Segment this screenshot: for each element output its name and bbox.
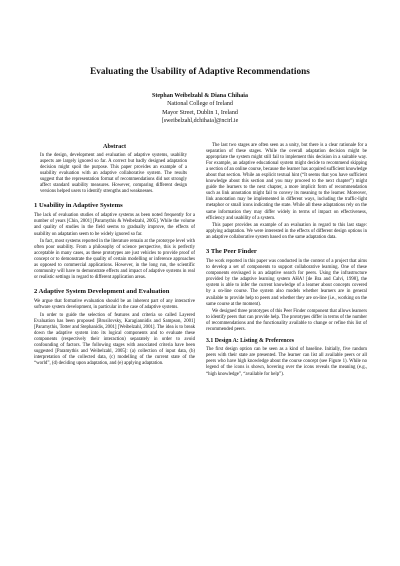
section-2-paragraph: In order to guide the selection of features and criteria so called Layered Evaluation has been proposed [Brusilovsky, Karagiannidis and Sampson, 2001] [Paramythis, Totter and Stephanidis, 2001] [Weibelzahl, 2001]. The idea is to break down the adaptive system into its logical components and to evaluate these components (respectively their interaction) separately in order to avoid confounding of factors. The following stages with associated criteria have been suggested [Paramythis and Weibelzahl, 2005]: (a) collection of input data, (b) interpretation of the collected data, (c) modelling of the current state of the “world”, (d) deciding upon adaptation, and (e) applying adaptation. bbox=[34, 312, 195, 367]
abstract-heading: Abstract bbox=[102, 143, 127, 150]
subsection-3-1-heading: 3.1 Design A: Listing & Preferences bbox=[206, 338, 295, 345]
section-3-heading: 3 The Peer Finder bbox=[206, 248, 257, 256]
paper-title: Evaluating the Usability of Adaptive Recommendations bbox=[90, 66, 310, 76]
section-1-heading: 1 Usability in Adaptive Systems bbox=[34, 202, 123, 210]
section-2-heading: 2 Adaptive System Development and Evaluation bbox=[34, 288, 170, 296]
affiliation: National College of Ireland bbox=[167, 101, 233, 108]
section-3-paragraph: The work reported in this paper was conducted in the context of a project that aims to develop a set of components to support collaborative learning. One of these components envisaged is an adaptive search for peers. Using the infrastructure provided by the adaptive learning system AHA! [de Bra and Calvi, 1998], the system is able to infer the current knowledge of a learner about concepts covered by a on-line course. The system also models whether learners are in general available to provide help to peers and whether they are on-line (i.e., working on the same course at the moment). bbox=[206, 259, 367, 307]
address: Mayor Street, Dublin 1, Ireland bbox=[162, 109, 238, 116]
section-1-paragraph: In fact, most systems reported in the literature remain at the prototype level with often poor usability. From a philosophy of science perspective, this is perfectly acceptable in many cases, as these prototypes are just vehicles to provide proof of concept or to demonstrate the quality of certain modelling or inference approaches as opposed to commercial applications. However, in the long run, the scientific community will have to demonstrate effects and impact of adaptive systems in real or realistic settings in regard to different application areas. bbox=[34, 239, 195, 281]
left-column bbox=[34, 144, 195, 369]
abstract bbox=[34, 144, 195, 195]
author-names: Stephan Weibelzahl & Diana Chihaia bbox=[152, 93, 248, 99]
abstract-text: In the design, development and evaluation of adaptive systems, usability aspects are largely ignored so far. A correct but badly designed adaptation decision might spoil the purpose. This paper provides an example of a usability evaluation with an adaptive collaborative system. The results suggest that the representation format of recommendations did not strongly affect standard usability measures. However, comparing different design versions helped users to identify strengths and weaknesses. bbox=[40, 153, 187, 195]
section-3-paragraph: We designed three prototypes of this Peer Finder component that allows learners to identify peers that can provide help. The prototypes differ in terms of the number of recommendations and the functionality available to change or refine this list of recommended peers. bbox=[206, 309, 367, 333]
author-block bbox=[20, 92, 380, 126]
section-2-paragraph: We argue that formative evaluation should be an inherent part of any interactive software system development, in particular in the case of adaptive systems. bbox=[34, 299, 195, 311]
section-2-paragraph: This paper provides an example of an evaluation in regard to this last stage: applying adaptation. We were interested in the effects of different design options in an adaptive collaborative system based on the same adaptation data. bbox=[206, 223, 367, 241]
email: [sweibelzahl,dchihaia]@ncirl.ie bbox=[161, 118, 239, 125]
right-column bbox=[206, 143, 367, 379]
section-2-paragraph: The last two stages are often seen as a unity, but there is a clear rationale for a separation of these stages. While the overall adaptation decision might be appropriate the system might still fail to implement this decision in a suitable way. For example, an adaptive educational system might decide to recommend skipping a section of an online course, because the learner has acquired sufficient knowledge about that section. While an explicit textual hint (“It seems that you have sufficient knowledge about this section and you may proceed to the next chapter”) might guide the learners to the next chapter, a more implicit form of recommendation such as link annotation might fail to convey its meaning to the learner. Moreover, link annotation may be implemented in different ways, including the traffic-light metaphor or small icons indicating the state. While all these adaptations rely on the same information they may differ widely in terms of impact on effectiveness, efficiency and usability of a system. bbox=[206, 143, 367, 221]
subsection-3-1-paragraph: The first design option can be seen as a kind of baseline. Initially, five random peers with their state are presented. The learner can list all available peers or all peers who have high knowledge about the course concept (see Figure 1). While no legend of the icons is shown, hovering over the icons reveals the meaning (e.g., “high knowledge”, “available for help”). bbox=[206, 347, 367, 377]
section-1-paragraph: The lack of evaluation studies of adaptive systems as been noted frequently for a number of years [Chin, 2001] [Paramythis & Weibelzahl, 2005]. While the volume and quality of studies in the field seems to gradually improve, the effects of usability on adaptation seem to be widely ignored so far. bbox=[34, 213, 195, 237]
